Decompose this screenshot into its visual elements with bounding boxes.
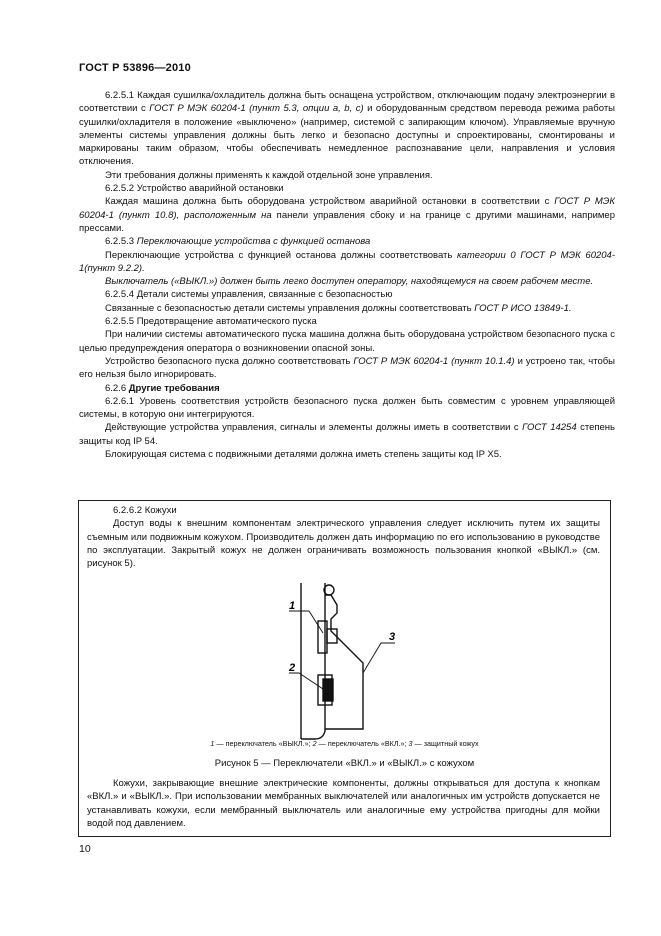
paragraph: Доступ воды к внешним компонентам электрического управления следует исключить путем их защиты съемным или подвижным кожухом. Производитель должен дать информацию по его использованию в руководстве по эксплуатации. Закрытый кожух не должен ограничивать возможность пользования кнопкой «ВЫКЛ.» (см. рисунок 5). bbox=[87, 518, 600, 570]
figure-legend: 1 — переключатель «ВЫКЛ.»; 2 — переключатель «ВКЛ.»; 3 — защитный кожух bbox=[210, 739, 479, 748]
section-heading-6-2-5-3: 6.2.5.3 Переключающие устройства с функцией останова bbox=[105, 236, 371, 248]
section-heading-6-2-5-2: 6.2.5.2 Устройство аварийной остановки bbox=[105, 183, 284, 195]
paragraph: Эти требования должны применять к каждой отдельной зоне управления. bbox=[105, 169, 433, 181]
paragraph-6-2-5-1: 6.2.5.1 Каждая сушилка/охладитель должна быть оснащена устройством, отключающим подачу электроэнергии в соответствии с ГОСТ Р МЭК 60204-1 (пункт 5.3, опции a, b, c) и оборудованным средством перевода режима работы сушилки/охладителя в положение «выключено» (например, системой с запирающим ключом). Управляемые вручную элементы системы управления должны быть легко и безопасно доступны и спроектированы, смонтированы и маркированы таким образом, чтобы обеспечивать немедленное распознавание цели, направления и условия отключения. bbox=[79, 90, 615, 168]
document-header: ГОСТ Р 53896—2010 bbox=[79, 62, 191, 74]
page-number: 10 bbox=[79, 843, 91, 855]
boxed-text-top bbox=[87, 504, 600, 570]
boxed-text-bottom bbox=[87, 777, 600, 830]
figure-label-3: 3 bbox=[389, 631, 396, 643]
standard-reference: ГОСТ 14254 bbox=[522, 422, 577, 434]
standard-reference: ГОСТ Р ИСО 13849-1. bbox=[474, 302, 572, 314]
paragraph: При наличии системы автоматического пуска машина должна быть оборудована устройством безопасного пуска с целью предупреждения оператора о возникновении опасной зоны. bbox=[79, 329, 615, 354]
leader-3 bbox=[363, 643, 395, 673]
figure-caption: Рисунок 5 — Переключатели «ВКЛ.» и «ВЫКЛ.» с кожухом bbox=[214, 758, 475, 769]
figure-label-2: 2 bbox=[289, 662, 296, 674]
paragraph: Кожухи, закрывающие внешние электрические компоненты, должны открываться для доступа к кнопкам «ВКЛ.» и «ВЫКЛ.». При использовании мембранных выключателей или аналогичных им устройств допускается не устанавливать кожухи, если мембранный выключатель или аналогичные ему устройства пригодны для мойки водой под давлением. bbox=[87, 778, 600, 829]
standard-reference: категории 0 ГОСТ Р МЭК 60204-1(пункт 9.2.2). bbox=[79, 249, 615, 274]
paragraph: Устройство безопасного пуска должно соответствовать ГОСТ Р МЭК 60204-1 (пункт 10.1.4) и устроено так, чтобы его нельзя было игнорировать. bbox=[79, 355, 615, 381]
section-heading-6-2-6-2: 6.2.6.2 Кожухи bbox=[113, 505, 177, 516]
on-switch-button bbox=[323, 679, 333, 701]
section-heading-6-2-5-4: 6.2.5.4 Детали системы управления, связанные с безопасностью bbox=[105, 289, 393, 301]
paragraph: 6.2.6.1 Уровень соответствия устройств безопасного пуска должен быть совместим с уровнем управляющей системы, в которую они интегрируются. bbox=[79, 395, 615, 421]
paragraph: Каждая машина должна быть оборудована устройством аварийной остановки в соответствии с ГОСТ Р МЭК 60204-1 (пункт 10.8), расположенным на панели управления сбоку и на границе с другими машинами, например прессами. bbox=[79, 196, 616, 234]
section-heading-6-2-5-5: 6.2.5.5 Предотвращение автоматического пуска bbox=[105, 316, 317, 328]
standard-reference: ГОСТ Р МЭК 60204-1 (пункт 5.3, опции a, b, c) bbox=[149, 103, 364, 115]
paragraph: Связанные с безопасностью детали системы управления должны соответствовать ГОСТ Р ИСО 13849-1. bbox=[105, 302, 572, 314]
protective-cover bbox=[325, 595, 363, 729]
paragraph: Переключающие устройства с функцией останова должны соответствовать категории 0 ГОСТ Р МЭК 60204-1(пункт 9.2.2). bbox=[79, 249, 615, 274]
figure-5-drawing bbox=[285, 581, 405, 741]
paragraph: Блокирующая система с подвижными деталями должна иметь степень защиты код IP X5. bbox=[105, 449, 502, 461]
section-heading-6-2-6: 6.2.6 Другие требования bbox=[105, 382, 220, 394]
paragraph-italic: Выключатель («ВЫКЛ.») должен быть легко доступен оператору, находящемуся на своем рабочем месте. bbox=[105, 276, 594, 288]
housing-outline bbox=[301, 583, 325, 739]
main-text bbox=[79, 89, 615, 461]
boxed-amendment bbox=[78, 500, 611, 837]
enclosure-wall bbox=[301, 583, 325, 739]
standard-reference: ГОСТ Р МЭК 60204-1 (пункт 10.8), расположенным на bbox=[79, 196, 615, 221]
paragraph: Действующие устройства управления, сигналы и элементы должны иметь в соответствии с ГОСТ 14254 степень защиты код IP 54. bbox=[79, 422, 615, 447]
standard-reference: ГОСТ Р МЭК 60204-1 (пункт 10.1.4) bbox=[353, 355, 515, 367]
figure-label-1: 1 bbox=[289, 600, 296, 612]
